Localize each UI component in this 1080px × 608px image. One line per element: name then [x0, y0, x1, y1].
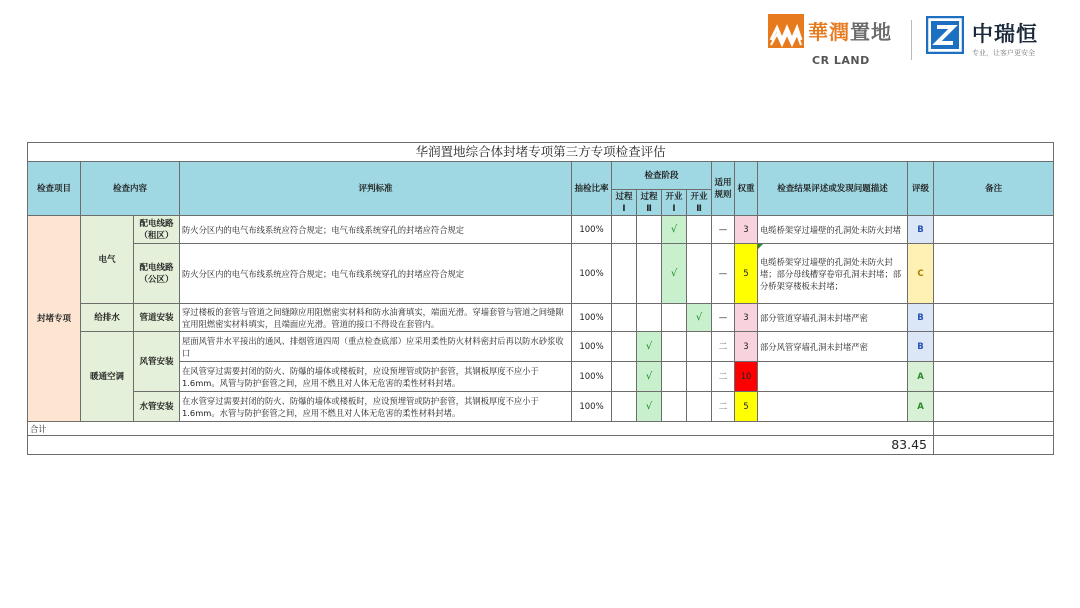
stage-cell	[687, 332, 712, 362]
stage-cell	[612, 362, 637, 392]
stage-cell	[612, 304, 637, 332]
header-stage-process-1: 过程Ⅰ	[612, 190, 637, 216]
result-cell: 部分风管穿墙孔洞未封堵严密	[758, 332, 908, 362]
header-result: 检查结果评述或发现问题描述	[758, 162, 908, 216]
inspection-sheet	[27, 142, 1053, 455]
stage-cell	[662, 362, 687, 392]
stage-cell	[687, 392, 712, 422]
criteria-cell: 穿过楼板的套管与管道之间缝隙应用阻燃密实材料和防水油膏填实，端面光滑。穿墙套管与管道之间缝隙宜用阻燃密实材料填实，且端面应光滑。管道的接口不得设在套管内。	[180, 304, 572, 332]
weight-cell: 5	[735, 244, 758, 304]
applicable-cell: —	[712, 244, 735, 304]
total-row	[28, 422, 1054, 436]
total-label: 合计	[28, 422, 934, 436]
criteria-cell: 屋面风管井水平接出的通风、排烟管道四周（重点检查底部）应采用柔性防火材料密封后再以防水砂浆收口	[180, 332, 572, 362]
result-cell: 电缆桥架穿过墙壁的孔洞处未防火封堵；部分母线槽穿卷帘孔洞未封堵；部分桥架穿楼板未封堵；	[758, 244, 908, 304]
stage-cell-checked: √	[687, 304, 712, 332]
header-stage-process-2: 过程Ⅱ	[637, 190, 662, 216]
inspection-table	[27, 142, 1054, 455]
applicable-cell: 二	[712, 332, 735, 362]
table-row	[28, 332, 1054, 362]
applicable-cell: —	[712, 216, 735, 244]
cr-land-logo	[768, 12, 902, 70]
stage-cell	[612, 392, 637, 422]
stage-cell	[662, 392, 687, 422]
header-applicable: 适用规则	[712, 162, 735, 216]
stage-cell	[637, 304, 662, 332]
item-cell: 配电线路（公区）	[134, 244, 180, 304]
table-title: 华润置地综合体封堵专项第三方专项检查评估	[28, 143, 1054, 162]
grade-cell: B	[908, 332, 934, 362]
total-remark-cell	[934, 422, 1054, 436]
table-row	[28, 304, 1054, 332]
ratio-cell: 100%	[572, 332, 612, 362]
zhongruiheng-slogan: 专业，让客户更安全	[972, 49, 1035, 57]
cr-land-english-name: CR LAND	[812, 54, 870, 67]
criteria-cell: 在风管穿过需要封闭的防火、防爆的墙体或楼板时，应设预埋管或防护套管，其钢板厚度不应小于1.6mm。风管与防护套管之间，应用不燃且对人体无危害的柔性材料封堵。	[180, 362, 572, 392]
stage-cell	[612, 332, 637, 362]
remark-cell	[934, 216, 1054, 244]
ratio-cell: 100%	[572, 244, 612, 304]
table-row	[28, 392, 1054, 422]
stage-cell	[612, 216, 637, 244]
item-cell: 风管安装	[134, 332, 180, 392]
weight-cell: 5	[735, 392, 758, 422]
result-cell	[758, 362, 908, 392]
result-cell	[758, 392, 908, 422]
score-row	[28, 436, 1054, 455]
stage-cell	[687, 362, 712, 392]
remark-cell	[934, 332, 1054, 362]
header-content: 检查内容	[81, 162, 180, 216]
group-cell: 电气	[81, 216, 134, 304]
criteria-cell: 防火分区内的电气布线系统应符合规定；电气布线系统穿孔的封堵应符合规定	[180, 216, 572, 244]
stage-cell	[637, 244, 662, 304]
zhongruiheng-mark-icon	[926, 16, 964, 54]
grade-cell: A	[908, 392, 934, 422]
item-cell: 水管安装	[134, 392, 180, 422]
grade-cell: C	[908, 244, 934, 304]
applicable-cell: 二	[712, 362, 735, 392]
result-cell: 电缆桥架穿过墙壁的孔洞处未防火封堵	[758, 216, 908, 244]
stage-cell-checked: √	[637, 392, 662, 422]
stage-cell	[687, 216, 712, 244]
ratio-cell: 100%	[572, 216, 612, 244]
stage-cell	[637, 216, 662, 244]
criteria-cell: 防火分区内的电气布线系统应符合规定；电气布线系统穿孔的封堵应符合规定	[180, 244, 572, 304]
ratio-cell: 100%	[572, 362, 612, 392]
stage-cell	[662, 332, 687, 362]
header-remark: 备注	[934, 162, 1054, 216]
remark-cell	[934, 362, 1054, 392]
stage-cell	[687, 244, 712, 304]
category-cell: 封堵专项	[28, 216, 81, 422]
applicable-cell: 二	[712, 392, 735, 422]
header-weight: 权重	[735, 162, 758, 216]
table-row	[28, 362, 1054, 392]
header-stage-opening-2: 开业Ⅱ	[687, 190, 712, 216]
stage-cell-checked: √	[662, 216, 687, 244]
weight-cell: 3	[735, 304, 758, 332]
weight-cell: 3	[735, 332, 758, 362]
cr-land-name: 華潤置地	[808, 20, 892, 44]
remark-cell	[934, 304, 1054, 332]
stage-cell-checked: √	[662, 244, 687, 304]
logo-divider	[911, 20, 912, 60]
table-row	[28, 216, 1054, 244]
grade-cell: B	[908, 304, 934, 332]
table-row	[28, 244, 1054, 304]
stage-cell	[612, 244, 637, 304]
stage-cell	[662, 304, 687, 332]
score-remark-cell	[934, 436, 1054, 455]
stage-cell-checked: √	[637, 362, 662, 392]
criteria-cell: 在水管穿过需要封闭的防火、防爆的墙体或楼板时，应设预埋管或防护套管，其钢板厚度不应小于1.6mm。水管与防护套管之间，应用不燃且对人体无危害的柔性材料封堵。	[180, 392, 572, 422]
weight-cell: 10	[735, 362, 758, 392]
grade-cell: A	[908, 362, 934, 392]
header-stage: 检查阶段	[612, 162, 712, 190]
remark-cell	[934, 392, 1054, 422]
group-cell: 给排水	[81, 304, 134, 332]
header-item: 检查项目	[28, 162, 81, 216]
stage-cell-checked: √	[637, 332, 662, 362]
item-cell: 配电线路（租区）	[134, 216, 180, 244]
ratio-cell: 100%	[572, 304, 612, 332]
item-cell: 管道安装	[134, 304, 180, 332]
header-stage-opening-1: 开业Ⅰ	[662, 190, 687, 216]
zhongruiheng-logo	[926, 16, 1056, 64]
weight-cell: 3	[735, 216, 758, 244]
total-score: 83.45	[28, 436, 934, 455]
header-grade: 评级	[908, 162, 934, 216]
result-cell: 部分管道穿墙孔洞未封堵严密	[758, 304, 908, 332]
applicable-cell: —	[712, 304, 735, 332]
header-criteria: 评判标准	[180, 162, 572, 216]
grade-cell: B	[908, 216, 934, 244]
remark-cell	[934, 244, 1054, 304]
zhongruiheng-name: 中瑞恒	[972, 22, 1038, 46]
ratio-cell: 100%	[572, 392, 612, 422]
header-ratio: 抽检比率	[572, 162, 612, 216]
cr-land-mark-icon	[768, 14, 804, 48]
group-cell: 暖通空调	[81, 332, 134, 422]
